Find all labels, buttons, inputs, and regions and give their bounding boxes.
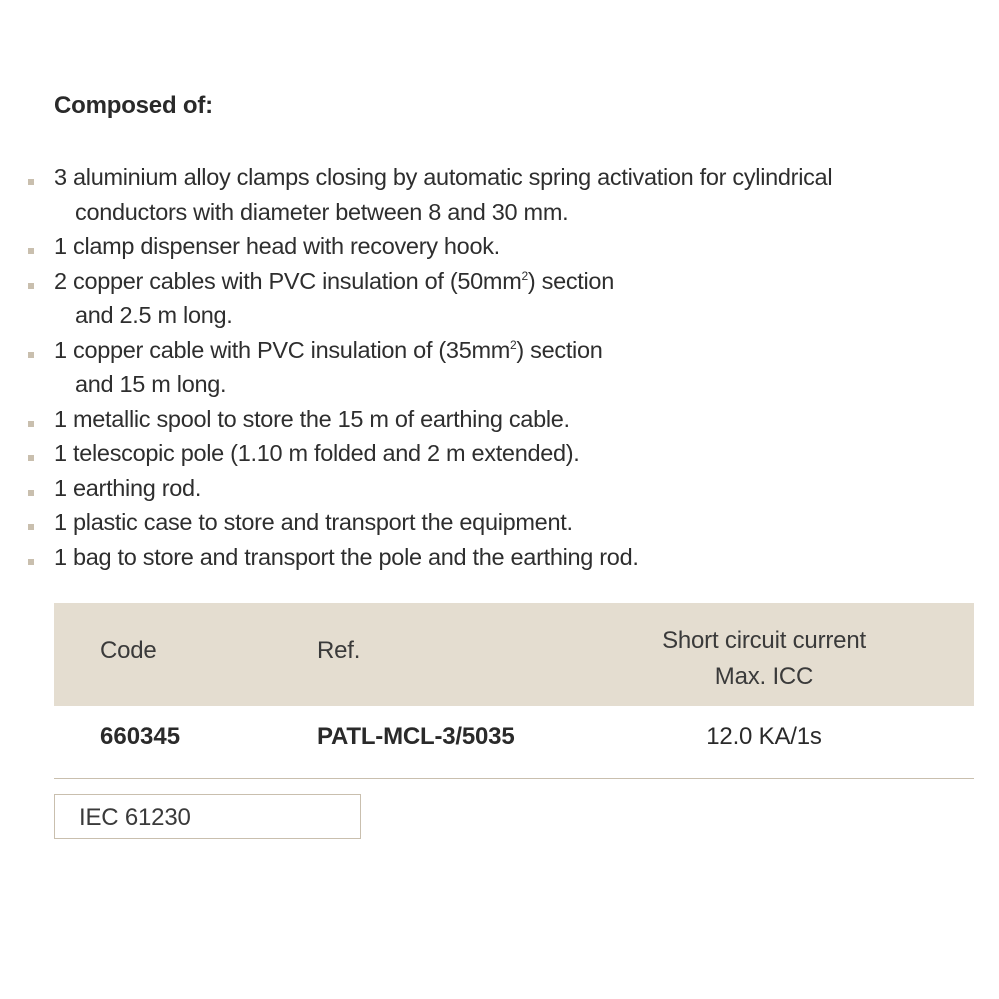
list-item bbox=[28, 333, 958, 402]
item-text: 3 aluminium alloy clamps closing by automatic spring activation for cylindrical bbox=[54, 164, 833, 190]
standard-label: IEC 61230 bbox=[79, 804, 191, 831]
bullet-square-icon bbox=[28, 283, 34, 289]
item-text: 1 clamp dispenser head with recovery hook. bbox=[54, 233, 500, 259]
item-text-suffix: ) section bbox=[527, 267, 614, 294]
table-row bbox=[54, 706, 974, 779]
header-ref: Ref. bbox=[317, 637, 361, 664]
cell-code: 660345 bbox=[100, 723, 181, 750]
list-item bbox=[28, 471, 958, 506]
list-item bbox=[28, 540, 958, 575]
list-item bbox=[28, 264, 958, 333]
item-text: 1 telescopic pole (1.10 m folded and 2 m extended). bbox=[54, 440, 580, 466]
item-text-continued: conductors with diameter between 8 and 30 mm. bbox=[75, 198, 569, 225]
header-short-circuit-current bbox=[614, 623, 914, 695]
header-scc-line2: Max. ICC bbox=[714, 663, 814, 690]
item-text: 1 metallic spool to store the 15 m of earthing cable. bbox=[54, 405, 570, 432]
list-item bbox=[28, 229, 958, 264]
header-scc-line1: Short circuit current bbox=[662, 627, 866, 654]
item-text: 1 bag to store and transport the pole and the earthing rod. bbox=[54, 543, 639, 570]
cell-short-circuit-current: 12.0 KA/1s bbox=[706, 723, 822, 750]
product-table bbox=[54, 603, 974, 779]
bullet-square-icon bbox=[28, 421, 34, 427]
item-text: 1 copper cable with PVC insulation of (35mm bbox=[54, 336, 511, 363]
item-text-continued: and 2.5 m long. bbox=[75, 302, 233, 328]
bullet-square-icon bbox=[28, 352, 34, 358]
item-text: 1 earthing rod. bbox=[54, 474, 202, 501]
superscript: 2 bbox=[521, 268, 528, 283]
item-text: 1 plastic case to store and transport the equipment. bbox=[54, 509, 573, 535]
item-text-suffix: ) section bbox=[516, 336, 603, 363]
item-text: 2 copper cables with PVC insulation of (50mm bbox=[54, 267, 522, 294]
standard-badge bbox=[54, 794, 361, 839]
superscript: 2 bbox=[510, 337, 517, 352]
bullet-square-icon bbox=[28, 455, 34, 461]
section-heading: Composed of: bbox=[54, 92, 213, 119]
table-header bbox=[54, 603, 974, 706]
list-item bbox=[28, 505, 958, 540]
bullet-square-icon bbox=[28, 248, 34, 254]
item-text-continued: and 15 m long. bbox=[75, 371, 227, 397]
header-code: Code bbox=[100, 637, 157, 664]
cell-ref: PATL-MCL-3/5035 bbox=[317, 723, 515, 750]
list-item bbox=[28, 160, 958, 229]
list-item bbox=[28, 402, 958, 437]
bullet-square-icon bbox=[28, 524, 34, 530]
bullet-square-icon bbox=[28, 490, 34, 496]
bullet-square-icon bbox=[28, 179, 34, 185]
component-list bbox=[28, 160, 958, 574]
bullet-square-icon bbox=[28, 559, 34, 565]
list-item bbox=[28, 436, 958, 471]
